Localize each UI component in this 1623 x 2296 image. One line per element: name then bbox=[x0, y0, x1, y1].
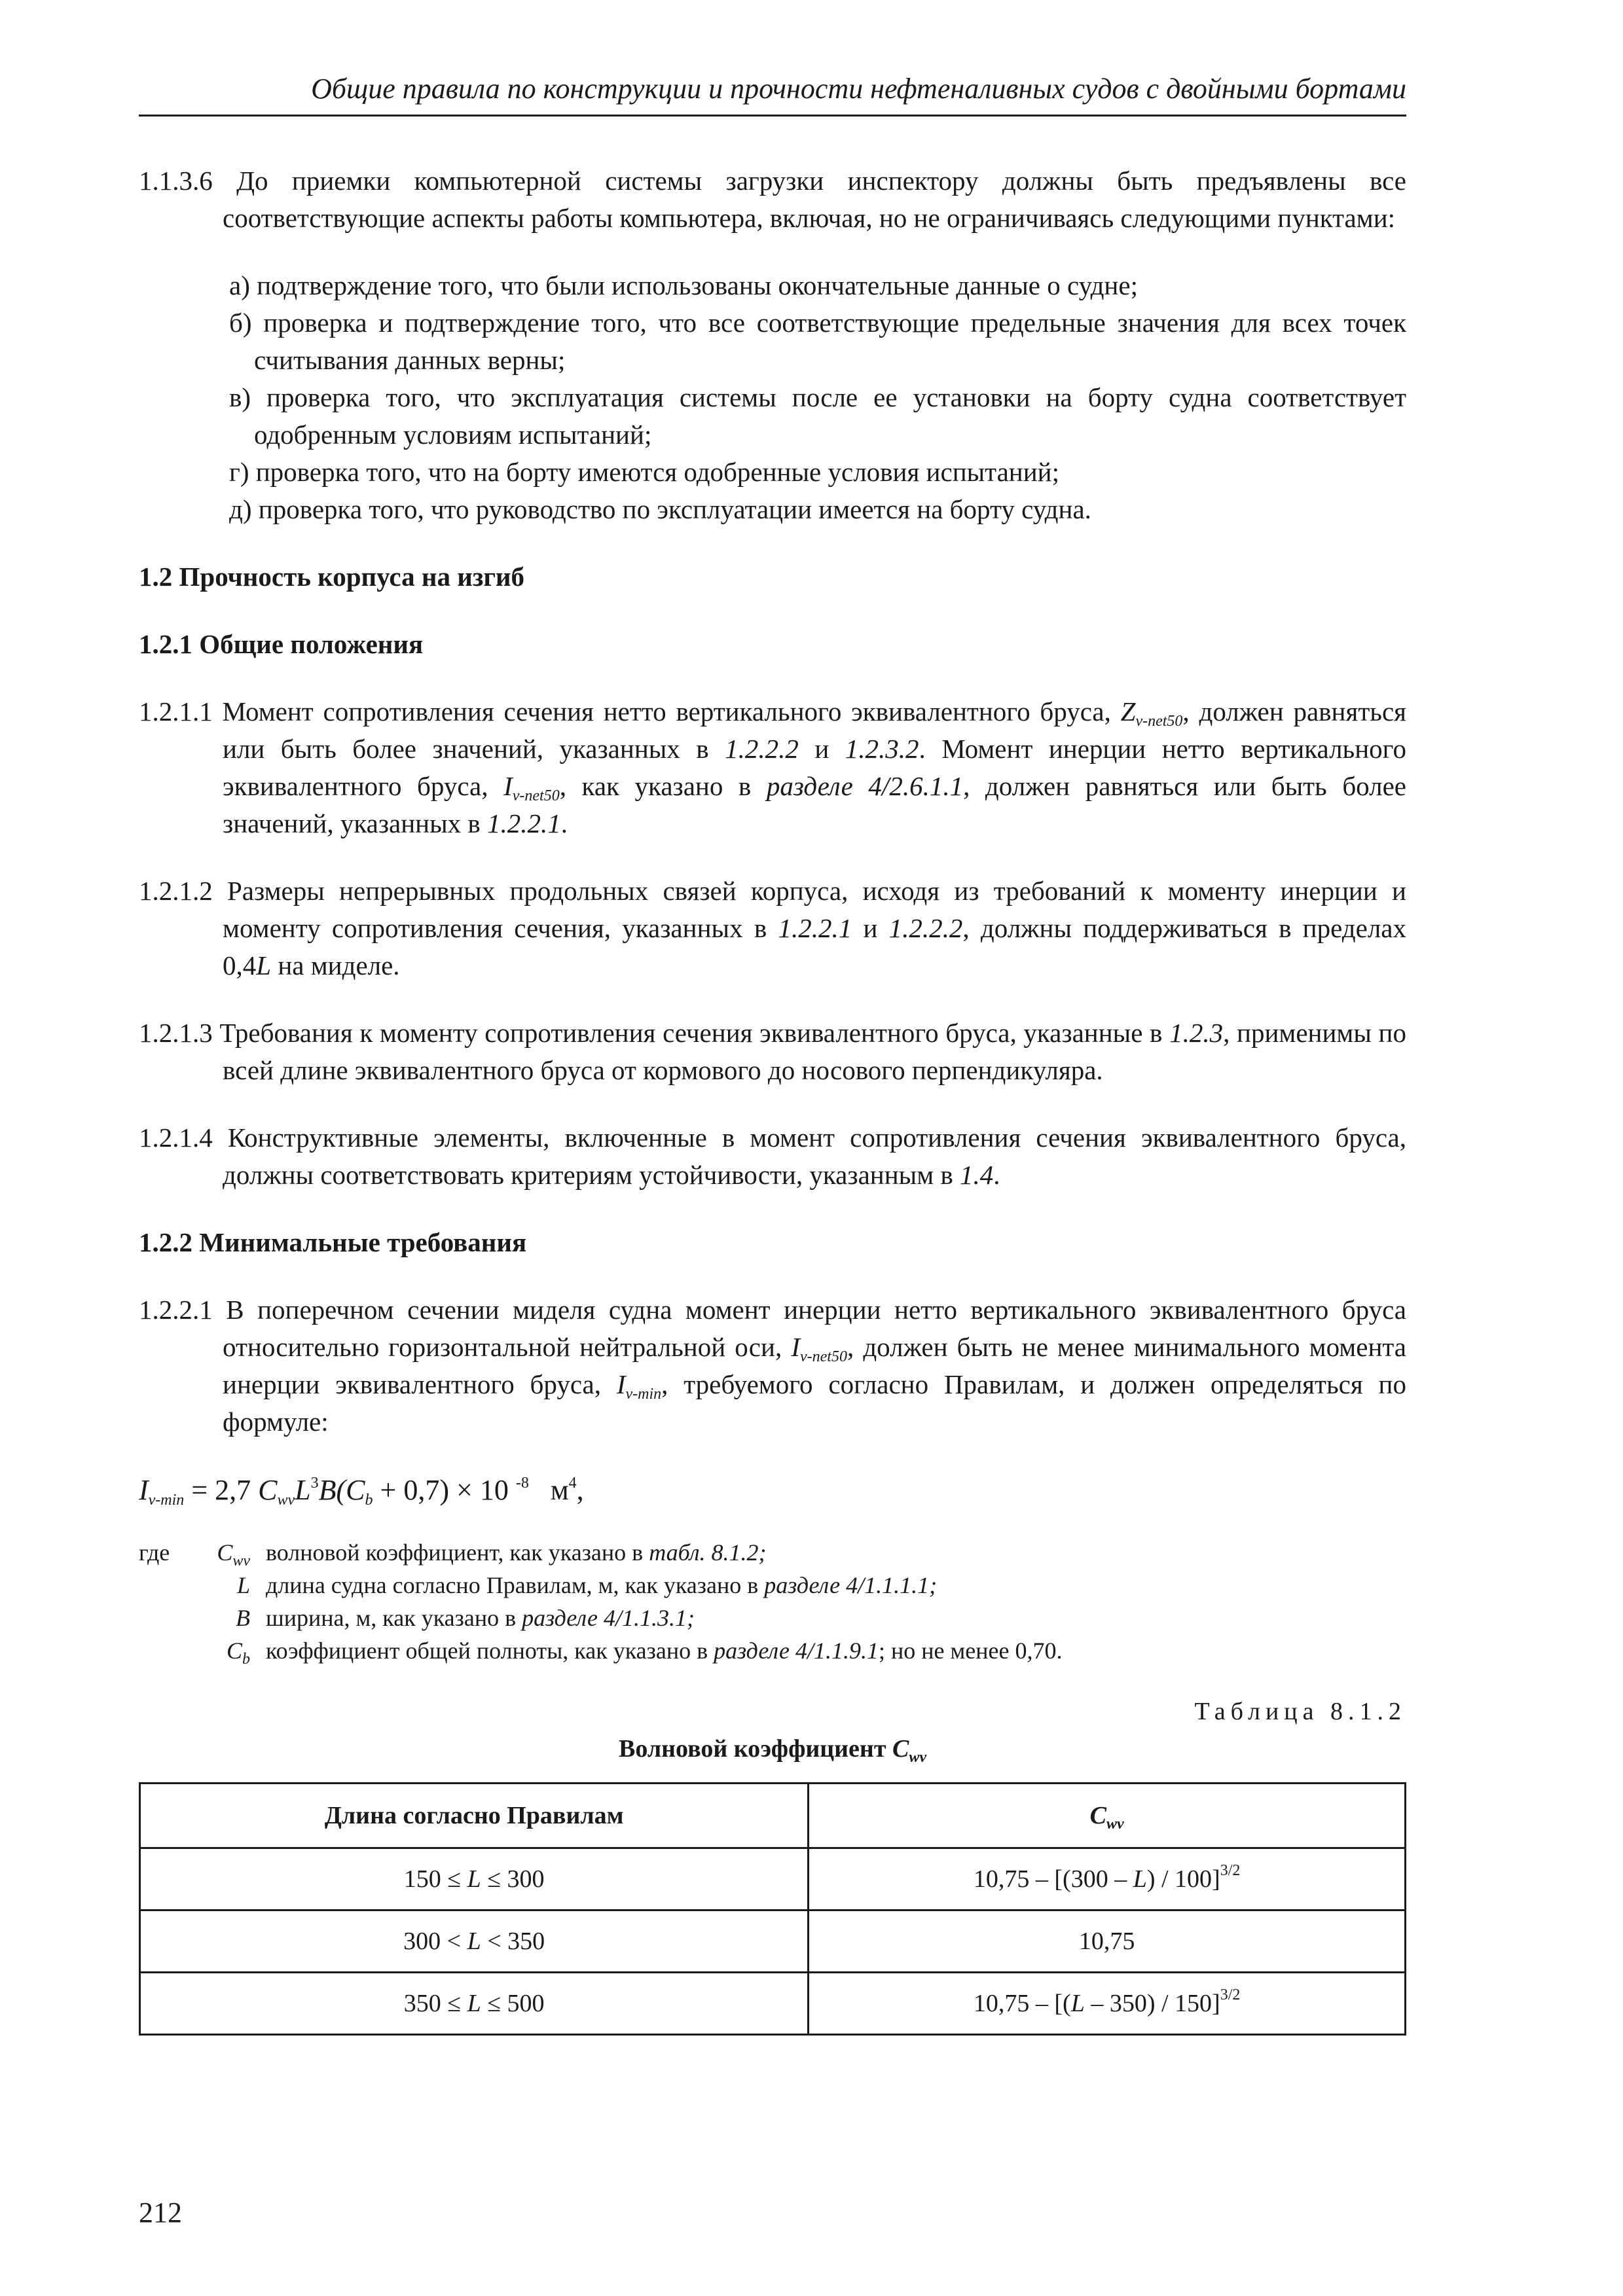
cross-reference[interactable]: разделе 4/1.1.1.1; bbox=[764, 1572, 938, 1598]
paragraph-1-2-1-1: 1.2.1.1 Момент сопротивления сечения нетто вертикального эквивалентного бруса, $Z_{v-net50}$, должен равняться или быть более значений, указанных в 1.2.2.2 и 1.2.3.2. Момент инерции нетто вертикального эквивалентного бруса, $I_{v-net50}$, как указано в разделе 4/2.6.1.1, должен равняться или быть более значений, указанных в 1.2.2.1. bbox=[139, 696, 1407, 838]
list-item: г) проверка того, что на борту имеются одобренные условия испытаний; bbox=[229, 457, 1060, 487]
column-header: $C_{wv}$ bbox=[809, 1784, 1406, 1848]
list-item: а) подтверждение того, что были использованы окончательные данные о судне; bbox=[229, 270, 1138, 300]
spacer bbox=[139, 528, 1406, 558]
section-heading-1-2-1: 1.2.1 Общие положения bbox=[139, 629, 424, 659]
cross-reference[interactable]: разделе 4/1.1.9.1 bbox=[714, 1638, 879, 1664]
legend-row: $C_b$ коэффициент общей полноты, как указано в разделе 4/1.1.9.1; но не менее 0,70. bbox=[226, 1638, 1063, 1668]
spacer bbox=[139, 1261, 1406, 1291]
paragraph-1-1-3-6: 1.1.3.6 До приемки компьютерной системы загрузки инспектору должны быть предъявлены все соответствующие аспекты работы компьютера, включая, но не ограничиваясь следующими пунктами: bbox=[139, 166, 1406, 233]
list-item: б) проверка и подтверждение того, что все соответствующие предельные значения для всех точек считывания данных верны; bbox=[229, 308, 1406, 375]
running-header: Общие правила по конструкции и прочности нефтеналивных судов с двойными бортами bbox=[311, 73, 1406, 105]
table-row bbox=[140, 1910, 1406, 1973]
legend-row: где $C_{wv}$ волновой коэффициент, как указано в табл. 8.1.2; bbox=[139, 1539, 767, 1570]
section-heading-1-2: 1.2 Прочность корпуса на изгиб bbox=[139, 562, 525, 592]
spacer bbox=[139, 1510, 1406, 1536]
table-row bbox=[140, 1973, 1406, 2035]
spacer bbox=[139, 663, 1406, 693]
list-item: д) проверка того, что руководство по эксплуатации имеется на борту судна. bbox=[229, 494, 1091, 524]
spacer bbox=[139, 1667, 1406, 1693]
list-item: в) проверка того, что эксплуатация системы после ее установки на борту судна соответствует одобренным условиям испытаний; bbox=[229, 382, 1406, 450]
cross-reference[interactable]: 1.2.2.2 bbox=[725, 734, 799, 764]
check-list bbox=[139, 267, 1406, 528]
table-cell: 150 ≤ L ≤ 300 bbox=[140, 1848, 809, 1910]
legend-row: L длина судна согласно Правилам, м, как указано в разделе 4/1.1.1.1; bbox=[236, 1572, 938, 1598]
cross-reference[interactable]: 1.2.2.1 bbox=[487, 808, 561, 838]
paragraph-1-2-1-2: 1.2.1.2 Размеры непрерывных продольных связей корпуса, исходя из требований к моменту инерции и моменту сопротивления сечения, указанных в 1.2.2.1 и 1.2.2.2, должны поддерживаться в пределах 0,4L на миделе. bbox=[139, 876, 1406, 980]
cross-reference[interactable]: 1.4 bbox=[960, 1160, 994, 1190]
table-cell: 10,75 bbox=[809, 1910, 1406, 1973]
wave-coefficient-table bbox=[139, 1782, 1406, 2036]
spacer bbox=[139, 1441, 1406, 1471]
table-cell: 350 ≤ L ≤ 500 bbox=[140, 1973, 809, 2035]
header-divider bbox=[139, 115, 1406, 117]
formula-legend bbox=[139, 1536, 1406, 1667]
table-cell: 300 < L < 350 bbox=[140, 1910, 809, 1973]
page-content bbox=[139, 162, 1406, 2036]
legend-row: B ширина, м, как указано в разделе 4/1.1.3.1; bbox=[236, 1605, 695, 1631]
column-header: Длина согласно Правилам bbox=[140, 1784, 809, 1848]
spacer bbox=[139, 984, 1406, 1014]
cross-reference[interactable]: 1.2.3.2 bbox=[845, 734, 919, 764]
table-header-row bbox=[140, 1784, 1406, 1848]
page-number: 212 bbox=[139, 2197, 182, 2229]
section-heading-1-2-2: 1.2.2 Минимальные требования bbox=[139, 1227, 527, 1257]
cross-reference[interactable]: 1.2.2.1 bbox=[778, 913, 852, 943]
spacer bbox=[139, 842, 1406, 872]
cross-reference[interactable]: 1.2.2.2 bbox=[888, 913, 963, 943]
spacer bbox=[139, 237, 1406, 267]
table-row bbox=[140, 1848, 1406, 1910]
cross-reference[interactable]: разделе 4/2.6.1.1 bbox=[766, 771, 964, 801]
spacer bbox=[139, 1089, 1406, 1119]
cross-reference[interactable]: разделе 4/1.1.3.1; bbox=[522, 1605, 695, 1631]
table-label: Таблица 8.1.2 bbox=[1194, 1698, 1406, 1725]
formula-iv-min: $I_{v-min} = 2,7$ $C_{wv}L^3B(C_b + 0,7) \times 10$ $^{-8}$ $м^4$, bbox=[139, 1474, 584, 1509]
table-title: Волновой коэффициент $C_{wv}$ bbox=[618, 1735, 927, 1766]
paragraph-1-2-1-3: 1.2.1.3 Требования к моменту сопротивления сечения эквивалентного бруса, указанные в 1.2.3, применимы по всей длине эквивалентного бруса от кормового до носового перпендикуляра. bbox=[139, 1018, 1407, 1085]
table-cell: 10,75 – [(300 – L) / 100]$^{3/2}$ bbox=[809, 1848, 1406, 1910]
cross-reference[interactable]: табл. 8.1.2; bbox=[649, 1539, 767, 1566]
cross-reference[interactable]: 1.2.3 bbox=[1169, 1018, 1224, 1048]
paragraph-1-2-2-1: 1.2.2.1 В поперечном сечении миделя судна момент инерции нетто вертикального эквивалентного бруса относительно горизонтальной нейтральной оси, $I_{v-net50}$, должен быть не менее минимального момента инерции эквивалентного бруса, $I_{v-min}$, требуемого согласно Правилам, и должен определяться по формуле: bbox=[139, 1295, 1406, 1437]
table-cell: 10,75 – [(L – 350) / 150]$^{3/2}$ bbox=[809, 1973, 1406, 2035]
spacer bbox=[139, 596, 1406, 626]
paragraph-1-2-1-4: 1.2.1.4 Конструктивные элементы, включенные в момент сопротивления сечения эквивалентного бруса, должны соответствовать критериям устойчивости, указанным в 1.4. bbox=[139, 1122, 1406, 1190]
spacer bbox=[139, 1194, 1406, 1224]
